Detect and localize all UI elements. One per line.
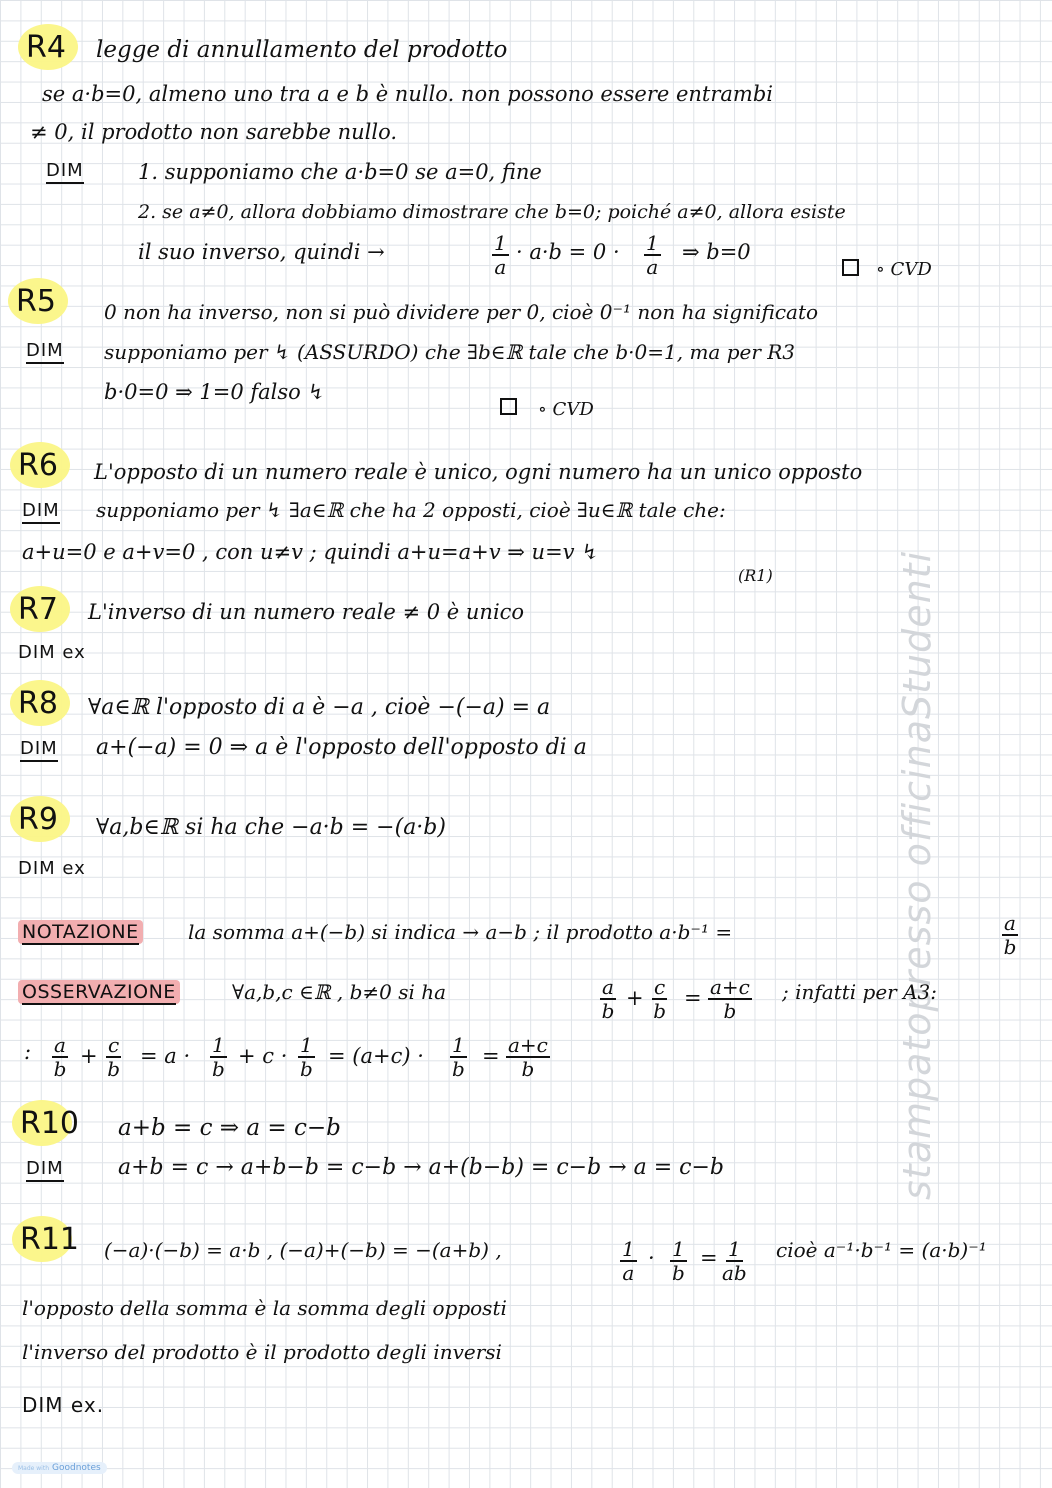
r5-cvd: ∘ CVD [538, 399, 594, 420]
notazione-fraction-den: b [1003, 935, 1017, 959]
obs-l2-fraction-3 [210, 1034, 227, 1080]
rule-label-r7: R7 [18, 592, 58, 627]
r8-line2: a+(−a) = 0 ⇒ a è l'opposto dell'opposto di a [96, 735, 587, 760]
r10-line1: a+b = c ⇒ a = c−b [118, 1115, 341, 1141]
notazione-tag-text: NOTAZIONE [22, 921, 139, 943]
obs-fraction-1-num: a [602, 975, 614, 999]
r5-line2: supponiamo per ↯ (ASSURDO) che ∃b∈ℝ tale che b·0=1, ma per R3 [104, 340, 796, 364]
rule-label-r10: R10 [20, 1106, 80, 1141]
osservazione-line-end: ; infatti per A3: [782, 980, 937, 1004]
rule-label-r4: R4 [26, 30, 66, 65]
r6-dim-label: DIM [22, 500, 60, 524]
r8-line1: ∀a∈ℝ l'opposto di a è −a , cioè −(−a) = a [88, 695, 551, 720]
obs-l2-fraction-2 [106, 1034, 121, 1080]
obs-l2-fraction-1 [52, 1034, 68, 1080]
r11-fraction-1 [620, 1238, 637, 1284]
r6-note-r1: (R1) [738, 566, 773, 585]
r9-dim-label: DIM ex [18, 858, 86, 879]
r4-fraction-1-den: a [494, 255, 507, 279]
rule-label-r6: R6 [18, 448, 58, 483]
r4-step1: 1. supponiamo che a·b=0 se a=0, fine [138, 160, 542, 184]
r7-line1: L'inverso di un numero reale ≠ 0 è unico [88, 600, 525, 624]
r4-step3-start: il suo inverso, quindi → [138, 240, 385, 264]
r4-fraction-2-den: a [646, 255, 659, 279]
r4-fraction-2 [644, 232, 661, 278]
obs-fraction-3-den: b [723, 999, 737, 1023]
r10-line2: a+b = c → a+b−b = c−b → a+(b−b) = c−b → a = c−b [118, 1155, 724, 1180]
r6-line2: supponiamo per ↯ ∃a∈ℝ che ha 2 opposti, cioè ∃u∈ℝ tale che: [96, 498, 726, 522]
notazione-fraction [1002, 912, 1018, 958]
obs-l2-fraction-5-den: b [451, 1057, 465, 1081]
obs-l2-fraction-1-den: b [53, 1057, 67, 1081]
r4-fraction-1-num: 1 [494, 231, 507, 255]
r11-fraction-2 [670, 1238, 687, 1284]
obs-fraction-1 [600, 976, 616, 1022]
obs-l2-fraction-4 [298, 1034, 315, 1080]
r11-fraction-3-den: ab [722, 1261, 747, 1285]
obs-l2-colon: : [24, 1040, 32, 1064]
r11-fraction-3-num: 1 [728, 1237, 741, 1261]
r11-line1-end: cioè a⁻¹·b⁻¹ = (a·b)⁻¹ [776, 1238, 987, 1262]
obs-plus: + [626, 986, 644, 1010]
r5-line3: b·0=0 ⇒ 1=0 falso ↯ [104, 380, 326, 404]
rule-label-r9: R9 [18, 802, 58, 837]
rule-label-r11: R11 [20, 1222, 80, 1257]
r9-line1: ∀a,b∈ℝ si ha che −a·b = −(a·b) [96, 815, 446, 840]
r6-line1: L'opposto di un numero reale è unico, ogni numero ha un unico opposto [94, 460, 863, 484]
obs-l2-fraction-6 [506, 1034, 550, 1080]
notazione-line: la somma a+(−b) si indica → a−b ; il prodotto a·b⁻¹ = [188, 920, 733, 944]
obs-l2-fraction-5-num: 1 [452, 1033, 465, 1057]
qed-square-icon [500, 398, 517, 415]
r5-line1: 0 non ha inverso, non si può dividere per 0, cioè 0⁻¹ non ha significato [104, 300, 819, 324]
r8-dim-label: DIM [20, 738, 58, 762]
made-with-label: Made with [18, 1465, 49, 1472]
obs-equals: = [684, 986, 702, 1010]
obs-fraction-3-num: a+c [710, 975, 750, 999]
r6-line3: a+u=0 e a+v=0 , con u≠v ; quindi a+u=a+v ⇒ u=v ↯ [22, 540, 599, 564]
r11-fraction-1-den: a [622, 1261, 635, 1285]
notazione-tag [18, 920, 143, 944]
rule-label-r5: R5 [16, 284, 56, 319]
r11-line2: l'opposto della somma è la somma degli opposti [22, 1296, 507, 1320]
obs-l2-fraction-1-num: a [54, 1033, 66, 1057]
obs-fraction-3 [708, 976, 752, 1022]
obs-l2-eq1: = a · [140, 1044, 191, 1068]
obs-l2-fraction-4-den: b [299, 1057, 313, 1081]
goodnotes-brand: Goodnotes [52, 1463, 101, 1473]
r11-fraction-2-den: b [671, 1261, 685, 1285]
obs-l2-mid2: = (a+c) · [328, 1044, 424, 1068]
obs-l2-plus: + [80, 1044, 98, 1068]
notazione-fraction-num: a [1004, 911, 1016, 935]
r7-dim-label: DIM ex [18, 642, 86, 663]
r4-fraction-1 [492, 232, 509, 278]
r4-step3-mid: · a·b = 0 · [516, 240, 620, 264]
r11-fraction-1-num: 1 [622, 1237, 635, 1261]
r11-dot: · [648, 1246, 655, 1270]
obs-l2-fraction-6-num: a+c [508, 1033, 548, 1057]
obs-l2-fraction-5 [450, 1034, 467, 1080]
r10-dim-label: DIM [26, 1158, 64, 1182]
obs-fraction-2-den: b [653, 999, 666, 1023]
r4-line1: se a·b=0, almeno uno tra a e b è nullo. non possono essere entrambi [42, 82, 773, 106]
r11-line1-start: (−a)·(−b) = a·b , (−a)+(−b) = −(a+b) , [104, 1238, 502, 1262]
obs-l2-fraction-2-den: b [107, 1057, 120, 1081]
qed-square-icon [842, 259, 859, 276]
obs-l2-mid: + c · [238, 1044, 288, 1068]
watermark-text: stampatopresso officinaStudenti [895, 550, 939, 1200]
osservazione-tag-text: OSSERVAZIONE [22, 981, 176, 1003]
r4-dim-label: DIM [46, 160, 84, 184]
rule-label-r8: R8 [18, 686, 58, 721]
obs-l2-fraction-2-num: c [108, 1033, 120, 1057]
obs-l2-fraction-3-num: 1 [212, 1033, 225, 1057]
r11-eq: = [700, 1246, 718, 1270]
obs-fraction-2 [652, 976, 667, 1022]
r4-step3-end: ⇒ b=0 [682, 240, 751, 264]
goodnotes-badge [12, 1462, 107, 1474]
r4-cvd: ∘ CVD [876, 259, 932, 280]
obs-l2-fraction-6-den: b [521, 1057, 535, 1081]
obs-l2-fraction-4-num: 1 [300, 1033, 313, 1057]
r5-dim-label: DIM [26, 340, 64, 364]
obs-fraction-2-num: c [654, 975, 666, 999]
r4-fraction-2-num: 1 [646, 231, 659, 255]
obs-fraction-1-den: b [601, 999, 615, 1023]
r11-line3: l'inverso del prodotto è il prodotto degli inversi [22, 1340, 502, 1364]
r4-line2: ≠ 0, il prodotto non sarebbe nullo. [30, 120, 398, 144]
r11-fraction-2-num: 1 [672, 1237, 685, 1261]
r11-fraction-3 [722, 1238, 747, 1284]
r4-title: legge di annullamento del prodotto [96, 37, 508, 63]
obs-l2-fraction-3-den: b [211, 1057, 225, 1081]
obs-l2-eq2: = [482, 1044, 500, 1068]
osservazione-tag [18, 980, 180, 1004]
osservazione-line-start: ∀a,b,c ∈ℝ , b≠0 si ha [232, 980, 447, 1004]
r4-step2: 2. se a≠0, allora dobbiamo dimostrare che b=0; poiché a≠0, allora esiste [138, 201, 846, 223]
r11-dim-label: DIM ex. [22, 1393, 105, 1417]
